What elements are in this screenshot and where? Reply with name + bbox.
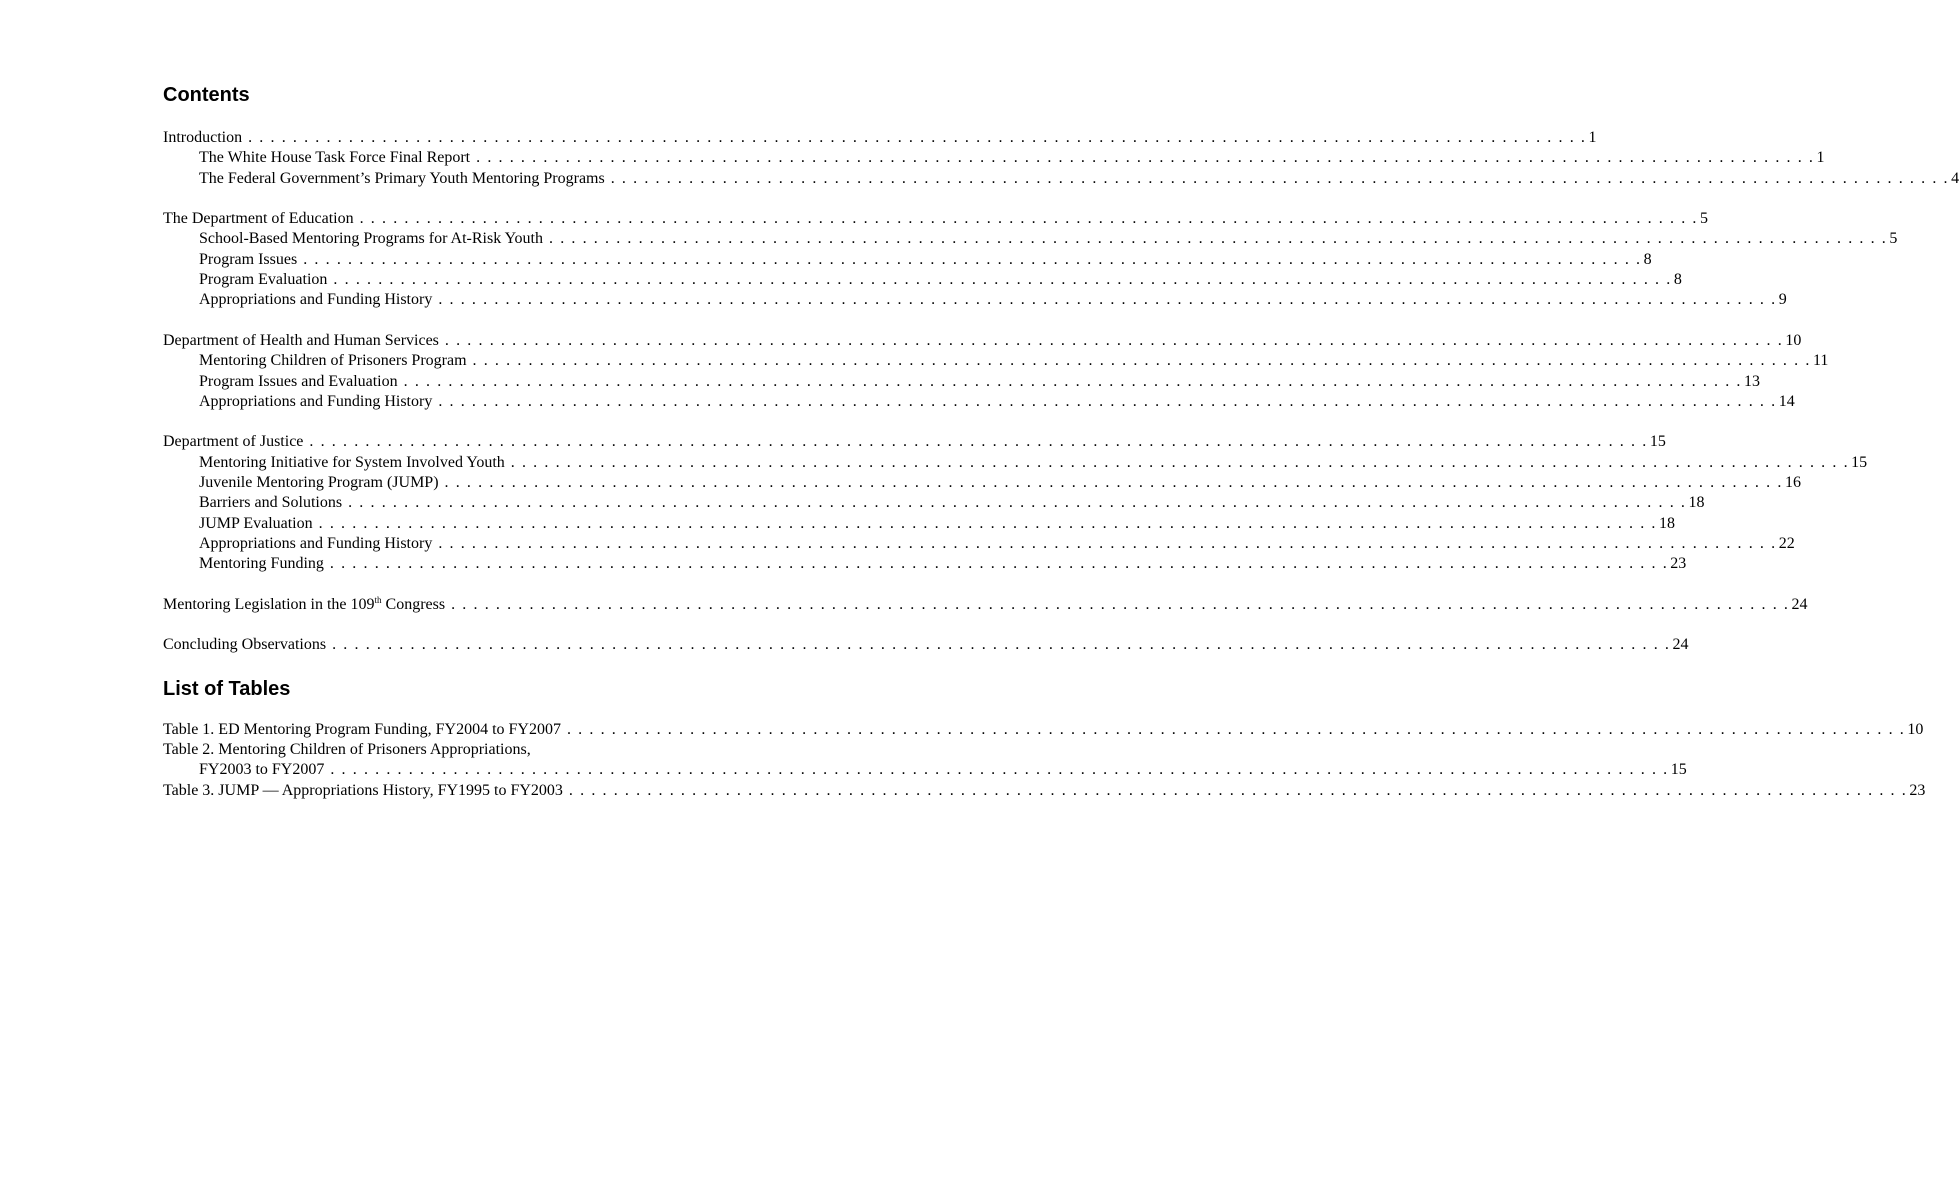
toc-page-number: 13 [1744, 372, 1761, 390]
dot-leader: . . . . . . . . . . . . . . . . . . . . . . . . . . . . . . . . . . . . . . . . . . . . . . . . . . . . . . . . . . . . . . . . . . . . . . . . . . . . . . . . . . . . . . . . . . . . . . . . . . . . . . . . . . . . . . . . . . . . . . . . [248, 129, 1587, 146]
toc-page-number: 15 [1851, 453, 1868, 471]
toc-subentry[interactable] [163, 473, 1801, 493]
toc-subentry[interactable] [163, 514, 1676, 534]
toc-entry-label-text: Appropriations and Funding History [199, 291, 433, 309]
list-of-tables [163, 720, 1926, 801]
toc-entry-label [199, 514, 319, 534]
dot-leader: . . . . . . . . . . . . . . . . . . . . . . . . . . . . . . . . . . . . . . . . . . . . . . . . . . . . . . . . . . . . . . . . . . . . . . . . . . . . . . . . . . . . . . . . . . . . . . . . . . . . . . . . . . . . . . . . . . . . . . . . [438, 291, 1777, 309]
dot-leader: . . . . . . . . . . . . . . . . . . . . . . . . . . . . . . . . . . . . . . . . . . . . . . . . . . . . . . . . . . . . . . . . . . . . . . . . . . . . . . . . . . . . . . . . . . . . . . . . . . . . . . . . . . . . . . . . . . . . . . . . [318, 514, 1658, 532]
toc-page-number: 18 [1688, 494, 1705, 512]
toc-entry-label [199, 148, 476, 168]
toc-entry-label [199, 493, 348, 513]
dot-leader: . . . . . . . . . . . . . . . . . . . . . . . . . . . . . . . . . . . . . . . . . . . . . . . . . . . . . . . . . . . . . . . . . . . . . . . . . . . . . . . . . . . . . . . . . . . . . . . . . . . . . . . . . . . . . . . . . . . . . . . . [359, 210, 1698, 228]
toc-entry-label-text: Program Issues [199, 250, 298, 268]
dot-leader: . . . . . . . . . . . . . . . . . . . . . . . . . . . . . . . . . . . . . . . . . . . . . . . . . . . . . . . . . . . . . . . . . . . . . . . . . . . . . . . . . . . . . . . . . . . . . . . . . . . . . . . . . . . . . . . . . . . . . . . . [332, 636, 1671, 654]
toc-section-group [163, 209, 1898, 310]
dot-leader: . . . . . . . . . . . . . . . . . . . . . . . . . . . . . . . . . . . . . . . . . . . . . . . . . . . . . . . . . . . . . . . . . . . . . . . . . . . . . . . . . . . . . . . . . . . . . . . . . . . . . . . . . . . . . . . . . . . . . . . . [309, 433, 1648, 451]
toc-entry[interactable] [163, 720, 1924, 740]
toc-entry-label-text: Mentoring Initiative for System Involved Youth [199, 453, 505, 471]
toc-entry-label [163, 595, 451, 615]
toc-page-number: 15 [1649, 433, 1666, 451]
dot-leader: . . . . . . . . . . . . . . . . . . . . . . . . . . . . . . . . . . . . . . . . . . . . . . . . . . . . . . . . . . . . . . . . . . . . . . . . . . . . . . . . . . . . . . . . . . . . . . . . . . . . . . . . . . . . . . . . . . . . . . . . [303, 250, 1642, 268]
toc-page-number: 4 [1951, 169, 1959, 187]
toc-section-group [163, 331, 1829, 412]
toc-page-number: 8 [1673, 271, 1682, 289]
toc-entry-label [199, 270, 333, 290]
toc-entry[interactable] [163, 331, 1802, 351]
toc-entry-label [199, 760, 330, 780]
dot-leader: . . . . . . . . . . . . . . . . . . . . . . . . . . . . . . . . . . . . . . . . . . . . . . . . . . . . . . . . . . . . . . . . . . . . . . . . . . . . . . . . . . . . . . . . . . . . . . . . . . . . . . . . . . . . . . . . . . . . . . . . [610, 169, 1950, 187]
toc-entry-label [199, 453, 511, 473]
toc-entry-label: Table 2. Mentoring Children of Prisoners Appropriations, [163, 741, 531, 759]
toc-entry-label-text: The Federal Government’s Primary Youth Mentoring Programs [199, 169, 605, 187]
toc-entry[interactable] [163, 635, 1689, 655]
dot-leader: . . . . . . . . . . . . . . . . . . . . . . . . . . . . . . . . . . . . . . . . . . . . . . . . . . . . . . . . . . . . . . . . . . . . . . . . . . . . . . . . . . . . . . . . . . . . . . . . . . . . . . . . . . . . . . . . . . . . . . . . [403, 372, 1743, 390]
dot-leader: . . . . . . . . . . . . . . . . . . . . . . . . . . . . . . . . . . . . . . . . . . . . . . . . . . . . . . . . . . . . . . . . . . . . . . . . . . . . . . . . . . . . . . . . . . . . . . . . . . . . . . . . . . . . . . . . . . . . . . . . [549, 230, 1888, 248]
toc-entry-label-text: Introduction [163, 129, 243, 146]
toc-entry-label-text: Mentoring Funding [199, 555, 324, 573]
toc-subentry[interactable] [163, 148, 1825, 168]
toc-page-number: 10 [1907, 720, 1924, 738]
toc-entry[interactable] [163, 432, 1666, 452]
dot-leader: . . . . . . . . . . . . . . . . . . . . . . . . . . . . . . . . . . . . . . . . . . . . . . . . . . . . . . . . . . . . . . . . . . . . . . . . . . . . . . . . . . . . . . . . . . . . . . . . . . . . . . . . . . . . . . . . . . . . . . . . [476, 149, 1815, 167]
toc-entry-label [199, 250, 303, 270]
toc-entry-superscript: th [374, 594, 382, 605]
toc-entry-label [163, 781, 569, 801]
toc-entry-label [163, 635, 332, 655]
toc-page-number: 22 [1778, 534, 1795, 552]
dot-leader: . . . . . . . . . . . . . . . . . . . . . . . . . . . . . . . . . . . . . . . . . . . . . . . . . . . . . . . . . . . . . . . . . . . . . . . . . . . . . . . . . . . . . . . . . . . . . . . . . . . . . . . . . . . . . . . . . . . . . . . . [348, 494, 1687, 512]
toc-subentry[interactable] [163, 169, 1959, 189]
toc-entry-label [163, 331, 445, 351]
toc-page-number: 18 [1659, 514, 1676, 532]
toc-entry-label [199, 372, 404, 392]
toc-page-number: 16 [1784, 474, 1801, 492]
toc-entry-label-text: FY2003 to FY2007 [199, 761, 325, 779]
toc-entry-label-text: JUMP Evaluation [199, 514, 313, 532]
toc-entry-label [199, 351, 473, 371]
toc-entry-label [199, 534, 438, 554]
dot-leader: . . . . . . . . . . . . . . . . . . . . . . . . . . . . . . . . . . . . . . . . . . . . . . . . . . . . . . . . . . . . . . . . . . . . . . . . . . . . . . . . . . . . . . . . . . . . . . . . . . . . . . . . . . . . . . . . . . . . . . . . [333, 271, 1672, 289]
toc-entry-label-text: Barriers and Solutions [199, 494, 343, 512]
dot-leader: . . . . . . . . . . . . . . . . . . . . . . . . . . . . . . . . . . . . . . . . . . . . . . . . . . . . . . . . . . . . . . . . . . . . . . . . . . . . . . . . . . . . . . . . . . . . . . . . . . . . . . . . . . . . . . . . . . . . . . . . [438, 392, 1777, 410]
toc-page-number: 23 [1670, 555, 1687, 573]
toc-subentry[interactable] [163, 250, 1652, 270]
toc-page-number: 8 [1643, 250, 1652, 268]
dot-leader: . . . . . . . . . . . . . . . . . . . . . . . . . . . . . . . . . . . . . . . . . . . . . . . . . . . . . . . . . . . . . . . . . . . . . . . . . . . . . . . . . . . . . . . . . . . . . . . . . . . . . . . . . . . . . . . . . . . . . . . . [444, 474, 1783, 492]
toc-entry-label-text: Program Issues and Evaluation [199, 372, 398, 390]
toc-page-number: 24 [1672, 636, 1689, 654]
toc-subentry[interactable] [163, 493, 1705, 513]
toc-entry[interactable] [163, 740, 759, 760]
toc-page-number: 24 [1791, 595, 1808, 613]
table-of-contents [163, 128, 1959, 656]
toc-entry-label-text: Department of Health and Human Services [163, 331, 439, 349]
toc-subentry[interactable] [163, 270, 1682, 290]
toc-entry-label [199, 229, 549, 249]
contents-heading: Contents [163, 84, 250, 106]
dot-leader: . . . . . . . . . . . . . . . . . . . . . . . . . . . . . . . . . . . . . . . . . . . . . . . . . . . . . . . . . . . . . . . . . . . . . . . . . . . . . . . . . . . . . . . . . . . . . . . . . . . . . . . . . . . . . . . . . . . . . . . . [451, 595, 1790, 613]
toc-page-number: 11 [1812, 352, 1829, 370]
dot-leader: . . . . . . . . . . . . . . . . . . . . . . . . . . . . . . . . . . . . . . . . . . . . . . . . . . . . . . . . . . . . . . . . . . . . . . . . . . . . . . . . . . . . . . . . . . . . . . . . . . . . . . . . . . . . . . . . . . . . . . . . [568, 781, 1908, 799]
document-page [163, 82, 1959, 801]
toc-entry-label [199, 473, 445, 493]
toc-entry-label-text: Table 3. JUMP — Appropriations History, FY1995 to FY2003 [163, 781, 563, 799]
toc-entry-label [199, 169, 611, 189]
toc-section-group [163, 128, 1959, 189]
toc-section-group [163, 432, 1868, 574]
toc-entry[interactable] [163, 594, 1808, 615]
toc-subentry[interactable] [163, 372, 1761, 392]
toc-entry-label-text: The White House Task Force Final Report [199, 149, 471, 167]
list-of-tables-heading: List of Tables [163, 677, 291, 700]
toc-subentry[interactable] [163, 453, 1868, 473]
toc-entry-label-text: Concluding Observations [163, 636, 327, 654]
dot-leader: . . . . . . . . . . . . . . . . . . . . . . . . . . . . . . . . . . . . . . . . . . . . . . . . . . . . . . . . . . . . . . . . . . . . . . . . . . . . . . . . . . . . . . . . . . . . . . . . . . . . . . . . . . . . . . . . . . . . . . . . [330, 761, 1669, 779]
toc-page-number: 23 [1909, 781, 1926, 799]
toc-page-number: 10 [1785, 331, 1802, 349]
toc-entry-label [199, 554, 330, 574]
toc-entry-label-suffix: Congress [381, 595, 446, 613]
toc-entry-label [199, 290, 438, 310]
toc-entry[interactable] [163, 209, 1708, 229]
dot-leader: . . . . . . . . . . . . . . . . . . . . . . . . . . . . . . . . . . . . . . . . . . . . . . . . . . . . . . . . . . . . . . . . . . . . . . . . . . . . . . . . . . . . . . . . . . . . . . . . . . . . . . . . . . . . . . . . . . . . . . . . [510, 453, 1850, 471]
dot-leader: . . . . . . . . . . . . . . . . . . . . . . . . . . . . . . . . . . . . . . . . . . . . . . . . . . . . . . . . . . . . . . . . . . . . . . . . . . . . . . . . . . . . . . . . . . . . . . . . . . . . . . . . . . . . . . . . . . . . . . . . [566, 720, 1906, 738]
toc-entry[interactable] [163, 128, 1597, 148]
toc-section-group [163, 635, 1689, 655]
toc-subentry[interactable] [163, 760, 1687, 780]
toc-page-number: 15 [1670, 761, 1687, 779]
toc-entry-label-text: Mentoring Children of Prisoners Program [199, 352, 467, 370]
toc-entry-label-text: Table 1. ED Mentoring Program Funding, FY2004 to FY2007 [163, 720, 561, 738]
toc-entry-label [199, 392, 438, 412]
toc-subentry[interactable] [163, 534, 1795, 554]
toc-page-number: 5 [1889, 230, 1898, 248]
toc-page-number: 1 [1816, 149, 1825, 167]
toc-entry-label-text: Juvenile Mentoring Program (JUMP) [199, 474, 439, 492]
toc-page-number: 1 [1588, 129, 1597, 146]
toc-subentry[interactable] [163, 351, 1829, 371]
toc-entry-label-text: Appropriations and Funding History [199, 392, 433, 410]
toc-entry-label [163, 209, 360, 229]
toc-entry-label-text: Program Evaluation [199, 271, 328, 289]
toc-entry-label-text: Mentoring Legislation in the 109 [163, 595, 375, 613]
toc-entry-label-text: Department of Justice [163, 433, 304, 451]
toc-entry-label [163, 432, 309, 452]
dot-leader: . . . . . . . . . . . . . . . . . . . . . . . . . . . . . . . . . . . . . . . . . . . . . . . . . . . . . . . . . . . . . . . . . . . . . . . . . . . . . . . . . . . . . . . . . . . . . . . . . . . . . . . . . . . . . . . . . . . . . . . . [438, 534, 1777, 552]
toc-subentry[interactable] [163, 554, 1687, 574]
toc-page-number: 5 [1700, 210, 1708, 228]
toc-subentry[interactable] [163, 392, 1795, 412]
dot-leader: . . . . . . . . . . . . . . . . . . . . . . . . . . . . . . . . . . . . . . . . . . . . . . . . . . . . . . . . . . . . . . . . . . . . . . . . . . . . . . . . . . . . . . . . . . . . . . . . . . . . . . . . . . . . . . . . . . . . . . . . [472, 352, 1811, 370]
toc-page-number: 14 [1778, 392, 1795, 410]
toc-subentry[interactable] [163, 290, 1787, 310]
toc-entry[interactable] [163, 781, 1926, 801]
toc-entry-label-text: The Department of Education [163, 210, 354, 228]
toc-entry-label [163, 720, 567, 740]
toc-subentry[interactable] [163, 229, 1898, 249]
dot-leader: . . . . . . . . . . . . . . . . . . . . . . . . . . . . . . . . . . . . . . . . . . . . . . . . . . . . . . . . . . . . . . . . . . . . . . . . . . . . . . . . . . . . . . . . . . . . . . . . . . . . . . . . . . . . . . . . . . . . . . . . [329, 555, 1669, 573]
toc-entry-label-text: Appropriations and Funding History [199, 534, 433, 552]
toc-entry-label-text: School-Based Mentoring Programs for At-Risk Youth [199, 230, 543, 248]
toc-section-group [163, 594, 1808, 615]
dot-leader: . . . . . . . . . . . . . . . . . . . . . . . . . . . . . . . . . . . . . . . . . . . . . . . . . . . . . . . . . . . . . . . . . . . . . . . . . . . . . . . . . . . . . . . . . . . . . . . . . . . . . . . . . . . . . . . . . . . . . . . . [444, 331, 1784, 349]
toc-page-number: 9 [1778, 291, 1787, 309]
toc-entry-label [163, 128, 248, 148]
